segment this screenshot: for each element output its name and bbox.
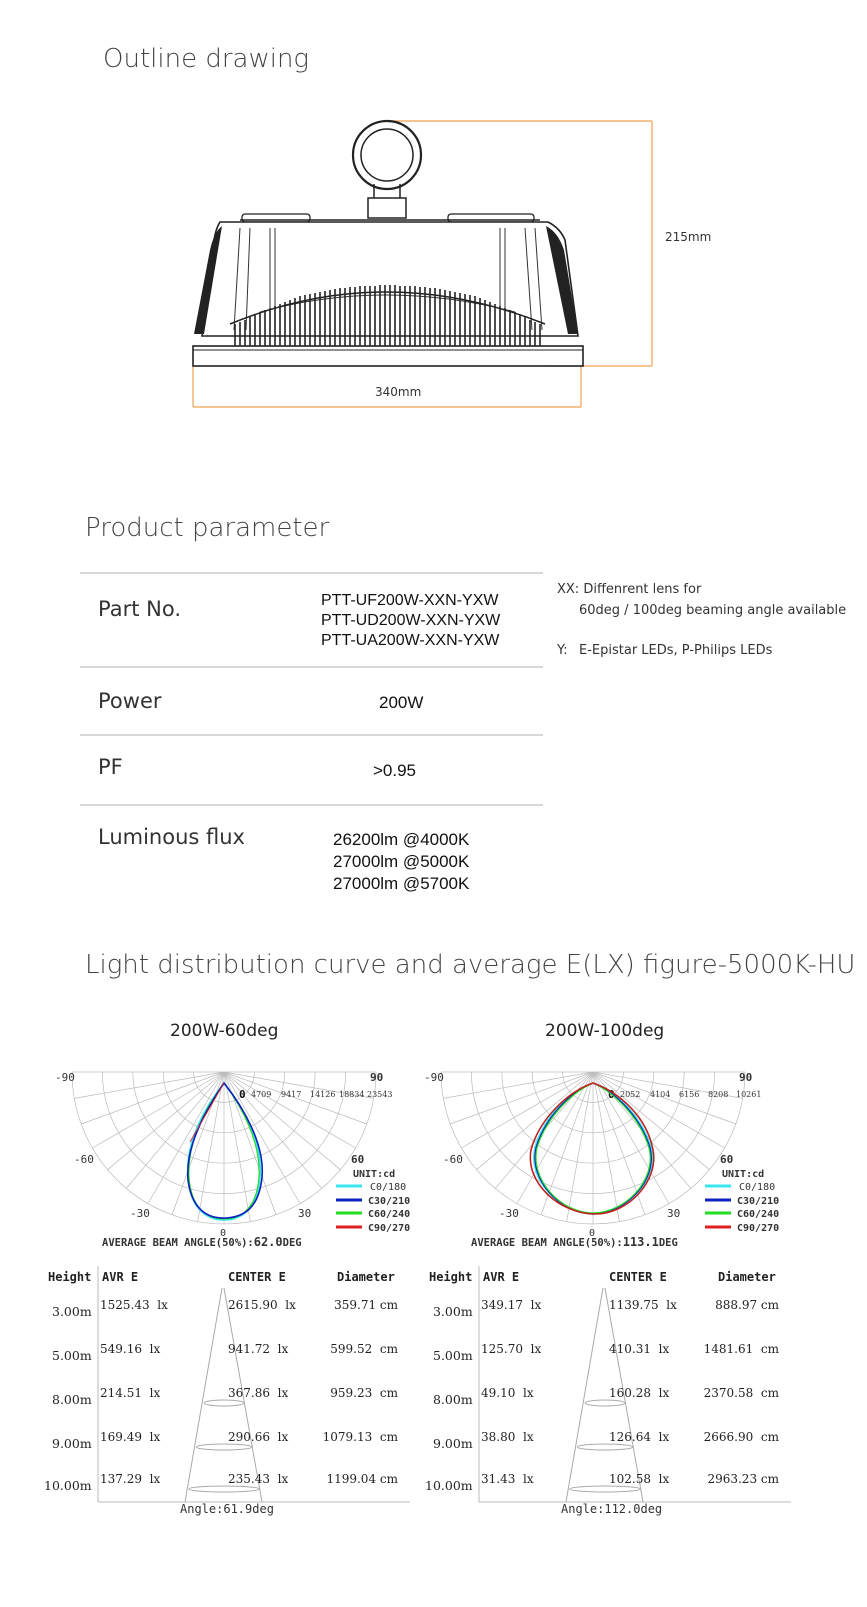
row-height: 10.00m: [425, 1478, 473, 1493]
height-dimension: 215mm: [665, 230, 712, 244]
row-avr: 49.10 lx: [481, 1386, 534, 1400]
illuminance-table-60: [40, 1262, 410, 1602]
row-height: 8.00m: [52, 1392, 92, 1407]
row-center: 2615.90 lx: [228, 1298, 296, 1312]
col-header-height: Height: [48, 1270, 92, 1284]
param-value: PTT-UD200W-XXN-YXW: [321, 612, 501, 629]
unit-label: UNIT:cd: [353, 1169, 396, 1180]
scale-label: 4709: [251, 1090, 272, 1099]
note-y-text: E-Epistar LEDs, P-Philips LEDs: [579, 643, 773, 658]
width-dimension: 340mm: [375, 385, 422, 399]
table-row: [80, 667, 543, 735]
beam-angle-label: Angle:112.0deg: [561, 1502, 663, 1516]
row-center: 941.72 lx: [228, 1342, 289, 1356]
param-label: Luminous flux: [98, 825, 245, 849]
curve-c30: [188, 1083, 263, 1218]
angle-label: -90: [424, 1071, 444, 1084]
angle-label: -90: [55, 1071, 75, 1084]
scale-label: 10261: [736, 1090, 762, 1099]
row-diameter: 1199.04 cm: [326, 1472, 398, 1486]
param-value: PTT-UF200W-XXN-YXW: [321, 592, 499, 609]
col-header-center: CENTER E: [609, 1270, 667, 1284]
row-diameter: 2963.23 cm: [707, 1472, 779, 1486]
row-avr: 549.16 lx: [100, 1342, 161, 1356]
legend-label: C30/210: [368, 1196, 411, 1207]
param-value: 200W: [379, 693, 424, 712]
row-height: 8.00m: [433, 1392, 473, 1407]
row-avr: 169.49 lx: [100, 1430, 161, 1444]
angle-label: 0: [589, 1228, 596, 1239]
scale-label: 2052: [620, 1090, 641, 1099]
scale-label: 6156: [679, 1090, 700, 1099]
row-height: 5.00m: [433, 1348, 473, 1363]
angle-label: -30: [130, 1207, 150, 1220]
angle-label: 30: [298, 1207, 312, 1220]
origin-label: 0: [239, 1088, 246, 1101]
row-diameter: 599.52 cm: [330, 1342, 398, 1356]
param-value: 26200lm @4000K: [333, 830, 470, 849]
row-center: 126.64 lx: [609, 1430, 670, 1444]
row-avr: 137.29 lx: [100, 1472, 161, 1486]
row-height: 3.00m: [52, 1304, 92, 1319]
table-row: [80, 735, 543, 805]
table-row: [80, 573, 543, 667]
note-xx-line1: XX: Diffenrent lens for: [557, 582, 702, 597]
scale-label: 9417: [281, 1090, 302, 1099]
row-avr: 349.17 lx: [481, 1298, 542, 1312]
chart-caption: 200W-100deg: [545, 1021, 665, 1041]
note-xx-line2: 60deg / 100deg beaming angle available: [579, 603, 847, 618]
row-avr: 214.51 lx: [100, 1386, 161, 1400]
row-height: 9.00m: [52, 1436, 92, 1451]
table-row: [80, 805, 543, 908]
col-header-height: Height: [429, 1270, 473, 1284]
param-label: Part No.: [98, 597, 181, 621]
row-diameter: 1079.13 cm: [322, 1430, 398, 1444]
row-height: 5.00m: [52, 1348, 92, 1363]
angle-label: 0: [220, 1228, 227, 1239]
legend-label: C0/180: [739, 1182, 776, 1193]
polar-chart-100: [409, 1062, 784, 1254]
legend-label: C90/270: [737, 1223, 780, 1234]
product-title: Product parameter: [85, 513, 330, 543]
row-center: 367.86 lx: [228, 1386, 289, 1400]
legend: [705, 1169, 779, 1234]
legend-label: C90/270: [368, 1223, 411, 1234]
row-avr: 1525.43 lx: [100, 1298, 168, 1312]
light-title: Light distribution curve and average E(LX) figure-5000K-HU: [85, 950, 856, 980]
note-y-prefix: Y:: [557, 643, 568, 658]
angle-label: 60: [720, 1153, 734, 1166]
legend: [336, 1169, 410, 1234]
row-height: 9.00m: [433, 1436, 473, 1451]
row-diameter: 959.23 cm: [330, 1386, 398, 1400]
scale-label: 8208: [708, 1090, 729, 1099]
legend-label: C60/240: [737, 1209, 780, 1220]
angle-label: 90: [739, 1071, 753, 1084]
row-center: 102.58 lx: [609, 1472, 670, 1486]
col-header-diameter: Diameter: [718, 1270, 776, 1284]
angle-label: 60: [351, 1153, 365, 1166]
polar-chart-60: [40, 1062, 415, 1254]
row-diameter: 1481.61 cm: [703, 1342, 779, 1356]
legend-label: C0/180: [370, 1182, 407, 1193]
scale-label: 23543: [367, 1090, 393, 1099]
row-diameter: 888.97 cm: [715, 1298, 779, 1312]
outline-title: Outline drawing: [103, 44, 310, 74]
outline-drawing: [180, 110, 680, 420]
col-header-avr: AVR E: [483, 1270, 520, 1284]
beam-angle: AVERAGE BEAM ANGLE(50%):113.1DEG: [471, 1235, 678, 1249]
beam-angle-label: Angle:61.9deg: [180, 1502, 274, 1516]
row-height: 10.00m: [44, 1478, 92, 1493]
beam-angle: AVERAGE BEAM ANGLE(50%):62.0DEG: [102, 1235, 302, 1249]
angle-label: -60: [443, 1153, 463, 1166]
col-header-center: CENTER E: [228, 1270, 286, 1284]
row-diameter: 2666.90 cm: [703, 1430, 779, 1444]
param-label: PF: [98, 755, 123, 779]
param-label: Power: [98, 689, 162, 713]
angle-label: 90: [370, 1071, 384, 1084]
parameter-table: [80, 572, 543, 908]
row-center: 290.66 lx: [228, 1430, 289, 1444]
param-value: 27000lm @5700K: [333, 874, 470, 893]
row-avr: 31.43 lx: [481, 1472, 534, 1486]
col-header-avr: AVR E: [102, 1270, 139, 1284]
angle-label: -60: [74, 1153, 94, 1166]
legend-label: C30/210: [737, 1196, 780, 1207]
row-center: 1139.75 lx: [609, 1298, 677, 1312]
illuminance-table-100: [421, 1262, 791, 1602]
row-avr: 125.70 lx: [481, 1342, 542, 1356]
scale-label: 14126: [310, 1090, 336, 1099]
row-avr: 38.80 lx: [481, 1430, 534, 1444]
legend-label: C60/240: [368, 1209, 411, 1220]
row-center: 160.28 lx: [609, 1386, 670, 1400]
param-value: >0.95: [373, 761, 417, 780]
scale-label: 18834: [339, 1090, 365, 1099]
param-value: 27000lm @5000K: [333, 852, 470, 871]
angle-label: -30: [499, 1207, 519, 1220]
unit-label: UNIT:cd: [722, 1169, 765, 1180]
row-height: 3.00m: [433, 1304, 473, 1319]
row-center: 235.43 lx: [228, 1472, 289, 1486]
origin-label: 0: [608, 1088, 615, 1101]
angle-label: 30: [667, 1207, 681, 1220]
row-diameter: 359.71 cm: [334, 1298, 398, 1312]
scale-label: 4104: [650, 1090, 671, 1099]
row-diameter: 2370.58 cm: [703, 1386, 779, 1400]
col-header-diameter: Diameter: [337, 1270, 395, 1284]
row-center: 410.31 lx: [609, 1342, 670, 1356]
param-value: PTT-UA200W-XXN-YXW: [321, 632, 500, 649]
chart-caption: 200W-60deg: [170, 1021, 279, 1041]
